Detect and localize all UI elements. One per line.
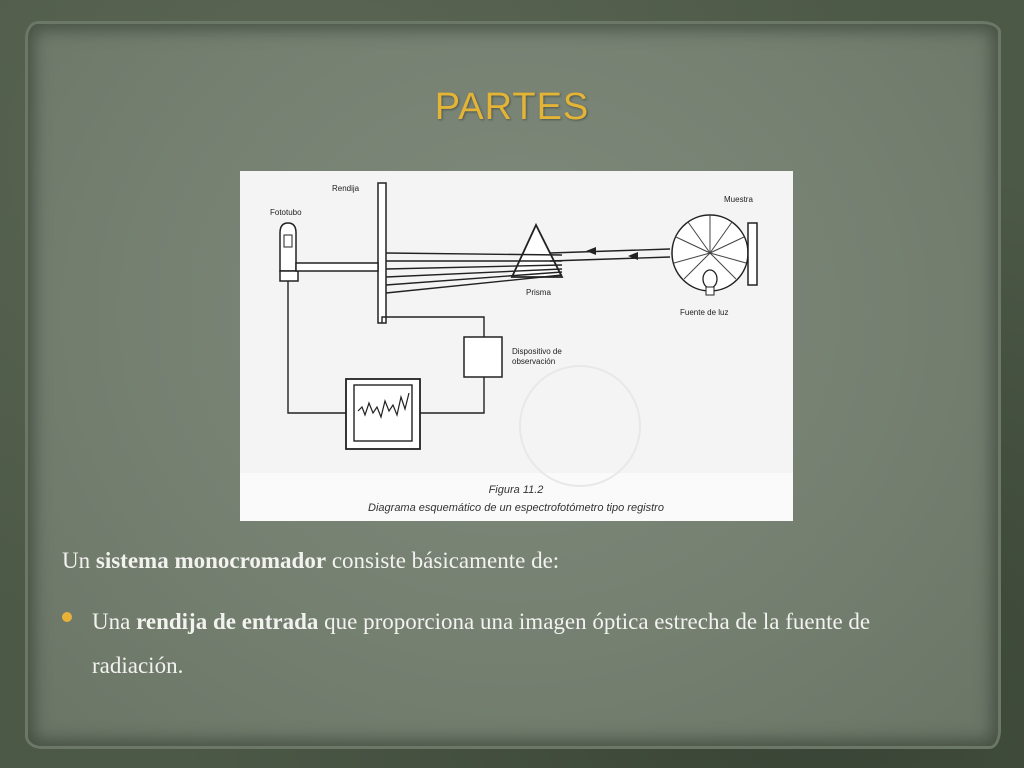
- label-prisma: Prisma: [526, 288, 551, 297]
- bullet-prefix: Una: [92, 609, 137, 634]
- label-dispositivo-1: Dispositivo de: [512, 347, 562, 356]
- bullet-dot-icon: [62, 612, 72, 622]
- label-muestra: Muestra: [724, 195, 753, 204]
- label-fuente: Fuente de luz: [680, 308, 729, 317]
- figure-caption-2: Diagrama esquemático de un espectrofotómetro tipo registro: [368, 502, 664, 514]
- spectrophotometer-diagram: [240, 171, 793, 521]
- figure-caption-1: Figura 11.2: [488, 484, 544, 496]
- intro-prefix: Un: [62, 548, 96, 573]
- label-rendija: Rendija: [332, 184, 360, 193]
- intro-bold: sistema monocromador: [95, 548, 327, 573]
- recorder: [346, 379, 420, 449]
- label-dispositivo-2: observación: [512, 357, 556, 366]
- slit-bar: [378, 183, 386, 323]
- intro-text: [62, 548, 962, 574]
- intro-suffix: consiste básicamente de:: [326, 548, 560, 573]
- bullet-text: [92, 600, 962, 688]
- sample-cell: [748, 223, 757, 285]
- bullet-bold: rendija de entrada: [136, 609, 319, 634]
- label-fototubo: Fototubo: [270, 208, 302, 217]
- bullet-item: [62, 600, 962, 688]
- bullet-suffix: que proporciona una imagen óptica estrecha de la fuente de radiación.: [92, 609, 871, 678]
- slide-title: PARTES: [434, 86, 590, 128]
- observation-device: [464, 337, 502, 377]
